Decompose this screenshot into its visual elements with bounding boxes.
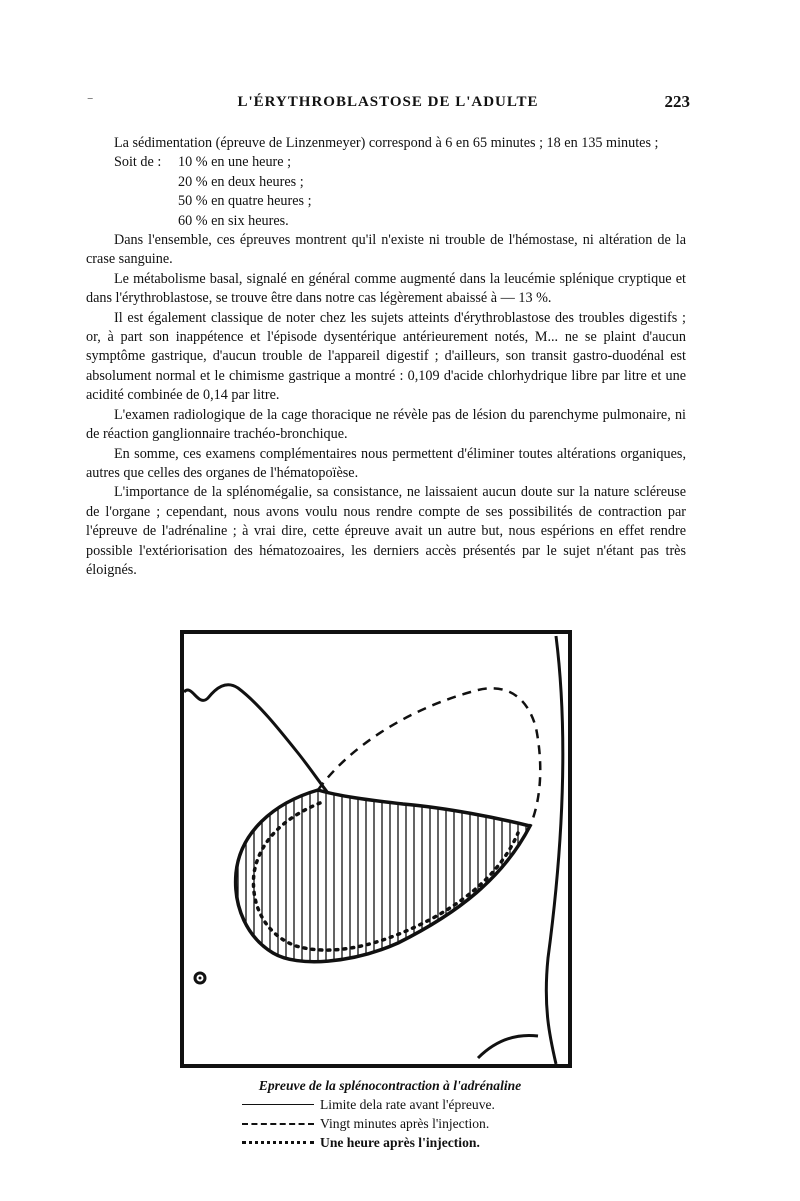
soit-item: 10 % en une heure ; [178,154,292,171]
figure-caption: Epreuve de la splénocontraction à l'adrénaline [258,1078,522,1093]
legend-label: Vingt minutes après l'injection. [320,1116,490,1131]
paragraph-sedimentation: La sédimentation (épreuve de Linzenmeyer) correspond à 6 en 65 minutes ; 18 en 135 minutes ; [114,135,659,151]
soit-label: Soit de : [114,154,162,171]
rib-curve [546,636,563,1064]
paragraph-hemostase: Dans l'ensemble, ces épreuves montrent qu'il n'existe ni trouble de l'hémostase, ni altération de la crase sanguine. [86,232,686,268]
figure-legend [210,1076,570,1152]
soit-item: 20 % en deux heures ; [178,173,304,190]
diaphragm-line [184,685,328,793]
paragraph-splenomegalie: L'importance de la splénomégalie, sa consistance, ne laissaient aucun doute sur la nature scléreuse de l'organe ; cependant, nous avons voulu nous rendre compte de ses possibilités de contraction par l'épreuve de l'adrénaline ; à vrai dire, cette épreuve avait un autre but, nous espérions en effet rendre possible l'extériorisation des hématozoaires, les derniers accès présentés par le sujet n'étant pas très éloignés. [86,484,686,578]
legend-item-dashed [210,1114,570,1133]
legend-label: Limite dela rate avant l'épreuve. [320,1097,495,1112]
legend-item-solid [210,1095,570,1114]
sedimentation-list [86,153,686,231]
legend-label: Une heure après l'injection. [320,1135,480,1150]
bottom-curve [478,1035,538,1058]
spleen-figure [178,628,574,1070]
solid-line-key [242,1104,314,1105]
paragraph-radiologique: L'examen radiologique de la cage thoracique ne révèle pas de lésion du parenchyme pulmonaire, ni de réaction ganglionnaire trachéo-bronchique. [86,406,686,443]
header-mark: ‾ [88,96,93,111]
soit-item: 50 % en quatre heures ; [178,193,312,210]
page-number: 223 [664,92,690,111]
body-text [86,134,686,580]
dotted-line-key [242,1141,314,1144]
page-header [88,94,688,118]
paragraph-digestifs: Il est également classique de noter chez les sujets atteints d'érythroblastose des troubles digestifs ; or, à part son inappétence et l'épisode dysentérique antérieurement notés, M... ne se plaint d'aucun symptôme gastrique, d'aucun trouble de l'appareil digestif ; d'ailleurs, son transit gastro-duodénal est absolument normal et le chimisme gastrique a montré : 0,109 d'acide chlorhydrique libre par litre et une acidité combinée de 0,14 par litre. [86,309,686,404]
legend-item-dotted [210,1133,570,1152]
dashed-line-key [242,1123,314,1125]
paragraph-metabolisme: Le métabolisme basal, signalé en général comme augmenté dans la leucémie splénique cryptique et dans l'érythroblastose, se trouve être dans notre cas légèrement abaissé à — 13 %. [86,270,686,307]
soit-item: 60 % en six heures. [178,212,289,229]
paragraph-somme: En somme, ces examens complémentaires nous permettent d'éliminer toutes altérations organiques, autres que celles des organes de l'hématopoïèse. [86,445,686,481]
running-title: L'ÉRYTHROBLASTOSE DE L'ADULTE [237,94,539,110]
